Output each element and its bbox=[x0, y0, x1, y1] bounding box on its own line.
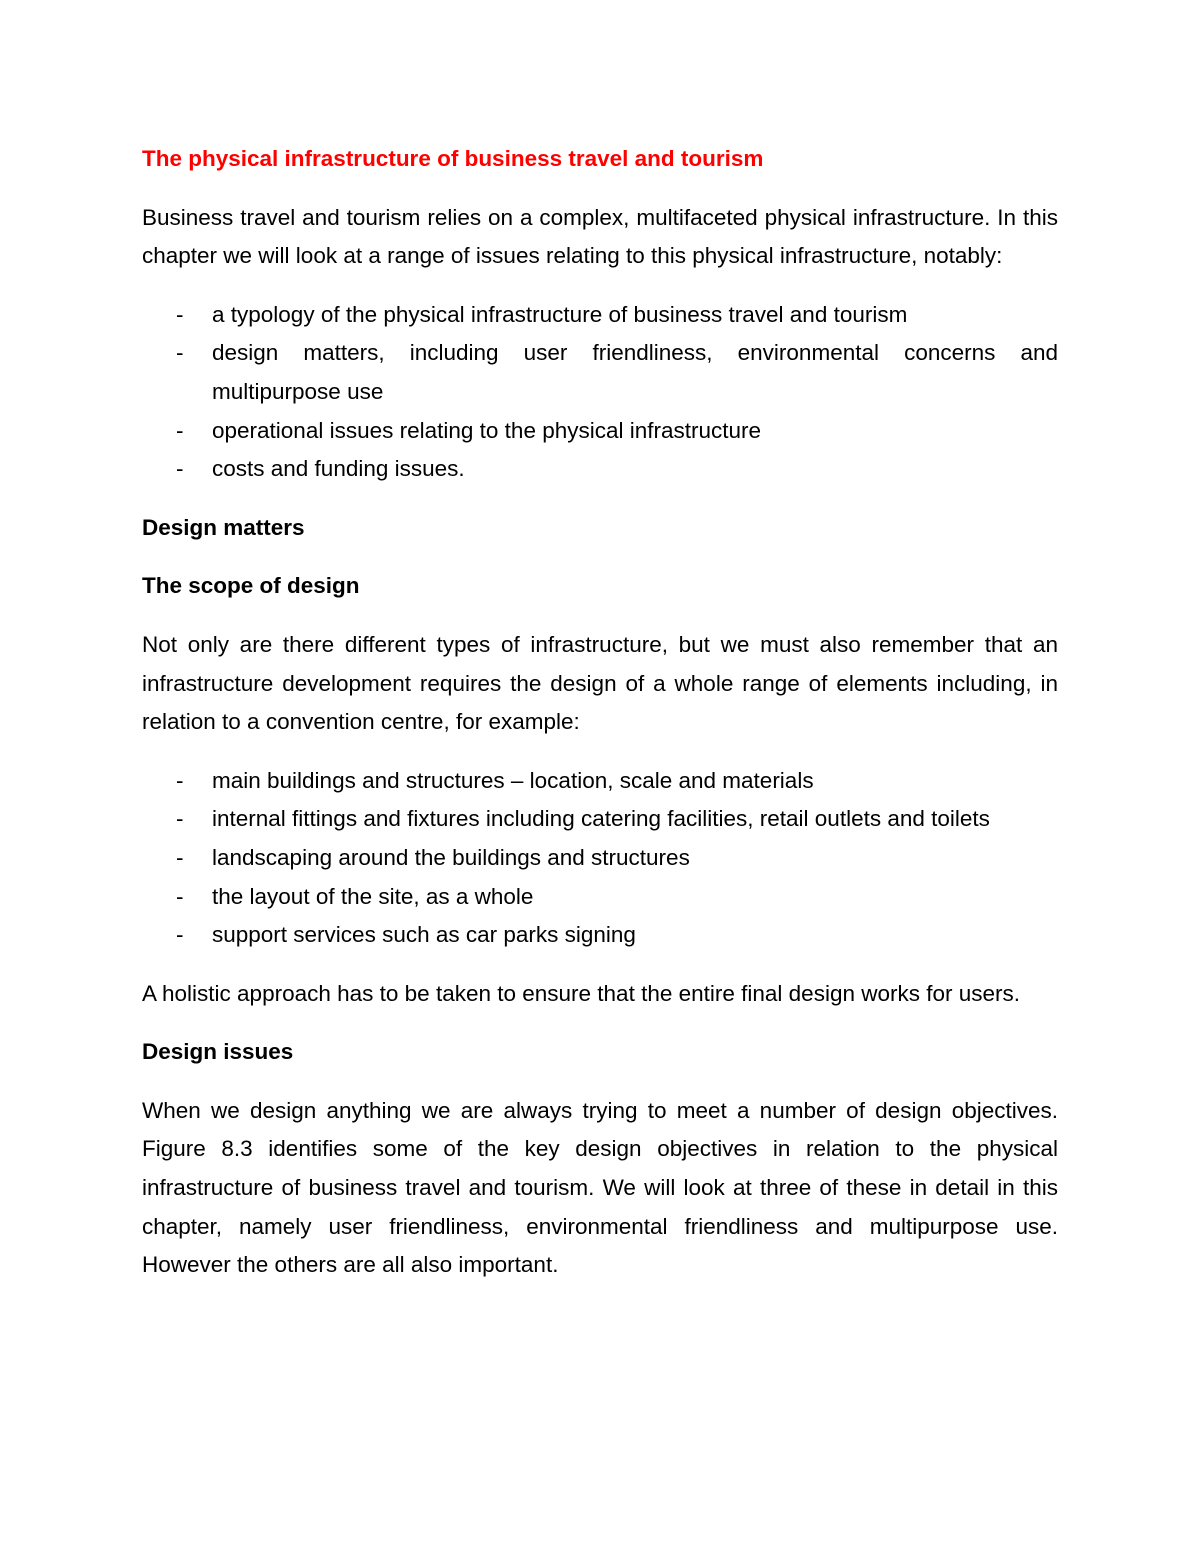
intro-paragraph: Business travel and tourism relies on a complex, multifaceted physical infrastructure. In this chapter we will look at a range of issues relating to this physical infrastructure, notably: bbox=[142, 204, 1058, 269]
list-item-text: the layout of the site, as a whole bbox=[212, 883, 534, 909]
list-item bbox=[142, 878, 1058, 917]
list-item-text: design matters, including user friendliness, environmental concerns and multipurpose use bbox=[212, 340, 1058, 404]
list-marker: - bbox=[176, 340, 184, 366]
list-item-text: internal fittings and fixtures including catering facilities, retail outlets and toilets bbox=[212, 806, 990, 832]
subsection-heading-design-issues: Design issues bbox=[142, 1039, 294, 1065]
list-item-text: operational issues relating to the physical infrastructure bbox=[212, 417, 762, 443]
list-item bbox=[142, 762, 1058, 801]
list-marker: - bbox=[176, 883, 184, 909]
scope-list bbox=[142, 762, 1058, 955]
list-marker: - bbox=[176, 417, 184, 443]
section-heading-design-matters: Design matters bbox=[142, 514, 305, 540]
list-marker: - bbox=[176, 844, 184, 870]
list-item-text: landscaping around the buildings and structures bbox=[212, 844, 690, 870]
document-page bbox=[142, 140, 1058, 1305]
list-marker: - bbox=[176, 456, 184, 482]
list-item bbox=[142, 450, 1058, 489]
holistic-paragraph: A holistic approach has to be taken to ensure that the entire final design works for users. bbox=[142, 980, 1021, 1006]
intro-list bbox=[142, 296, 1058, 489]
list-marker: - bbox=[176, 922, 184, 948]
list-marker: - bbox=[176, 767, 184, 793]
list-marker: - bbox=[176, 301, 184, 327]
design-issues-paragraph: When we design anything we are always trying to meet a number of design objectives. Figure 8.3 identifies some of the key design objectives in relation to the physical infrastructure of business travel and tourism. We will look at three of these in detail in this chapter, namely user friendliness, environmental friendliness and multipurpose use. However the others are all also important. bbox=[142, 1097, 1058, 1278]
scope-paragraph: Not only are there different types of infrastructure, but we must also remember that an infrastructure development requires the design of a whole range of elements including, in relation to a convention centre, for example: bbox=[142, 631, 1058, 735]
list-item-text: main buildings and structures – location, scale and materials bbox=[212, 767, 814, 793]
list-item bbox=[142, 839, 1058, 878]
list-item bbox=[142, 800, 1058, 839]
list-item-text: a typology of the physical infrastructure of business travel and tourism bbox=[212, 301, 908, 327]
list-item bbox=[142, 296, 1058, 335]
subsection-heading-scope: The scope of design bbox=[142, 573, 360, 599]
list-item-text: support services such as car parks signing bbox=[212, 922, 636, 948]
list-item-text: costs and funding issues. bbox=[212, 456, 465, 482]
document-title: The physical infrastructure of business travel and tourism bbox=[142, 146, 764, 171]
list-marker: - bbox=[176, 806, 184, 832]
list-item bbox=[142, 916, 1058, 955]
list-item bbox=[142, 334, 1058, 411]
list-item bbox=[142, 412, 1058, 451]
